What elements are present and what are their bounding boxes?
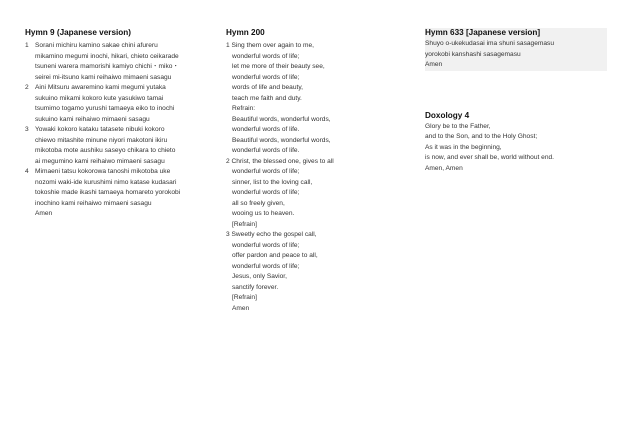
hymn-200-verse-3-first-line bbox=[226, 230, 406, 241]
verse-line: Sing them over again to me, bbox=[231, 42, 314, 49]
hymn-9-verse-1 bbox=[25, 41, 215, 83]
hymn-9-verse-4 bbox=[25, 167, 215, 209]
doxology-section bbox=[425, 111, 615, 175]
verse-line: wonderful words of life; bbox=[232, 262, 300, 270]
hymn-633-section bbox=[425, 28, 607, 71]
verse-line: sukuino kami reihaiwo mimaeni sasagu bbox=[35, 115, 150, 123]
verse-line: sukuino mikami kokoro kute yasukiwo tamai bbox=[35, 94, 164, 102]
hymn-633-title: Hymn 633 [Japanese version] bbox=[425, 28, 541, 37]
hymn-200-verse-1-first-line bbox=[226, 41, 406, 52]
verse-line: wonderful words of life; bbox=[232, 73, 300, 81]
refrain-marker: [Refrain] bbox=[232, 294, 257, 301]
doxology-line: and to the Son, and to the Holy Ghost; bbox=[425, 133, 538, 140]
hymn-9-verse-2 bbox=[25, 83, 215, 125]
doxology-line: Glory be to the Father, bbox=[425, 122, 491, 130]
verse-number: 2 bbox=[226, 157, 230, 165]
doxology-line: As it was in the beginning, bbox=[425, 143, 502, 151]
doxology-line: is now, and ever shall be, world without end. bbox=[425, 154, 555, 161]
verse-line: wonderful words of life; bbox=[232, 52, 300, 60]
verse-line: Jesus, only Savior, bbox=[232, 273, 287, 280]
verse-line: Yowaki kokoro kataku tatasete nibuki kokoro bbox=[35, 126, 165, 133]
hymn-200-title: Hymn 200 bbox=[226, 28, 265, 37]
verse-line: Shuyo o-ukekudasai ima shuni sasagemasu bbox=[425, 40, 555, 47]
refrain-line: Beautiful words, wonderful words, bbox=[232, 136, 331, 144]
verse-line: seirei mi-itsuno kami reihaiwo mimaeni sasagu bbox=[35, 73, 172, 81]
verse-line: mikamino megumi inochi, hikari, chieto ceikarade bbox=[35, 52, 179, 60]
verse-line: chiewo mitashite minune niyori makotoni ikiru bbox=[35, 136, 168, 144]
verse-line: let me more of their beauty see, bbox=[232, 63, 325, 70]
verse-line: yorokobi kanshashi sasagemasu bbox=[425, 50, 521, 58]
verse-number: 1 bbox=[25, 42, 29, 49]
hymn-9-section bbox=[25, 28, 215, 220]
hymn-633-amen: Amen bbox=[425, 61, 443, 68]
verse-line: tokoshie made ikashi tamaeya homareto yorokobi bbox=[35, 189, 181, 196]
verse-number: 3 bbox=[226, 231, 230, 238]
verse-line: nozomi waki-ide kurushimi nimo katase kudasari bbox=[35, 178, 177, 186]
right-column bbox=[425, 28, 615, 174]
verse-line: tsumimo togamo yurushi tamaeya eiko to inochi bbox=[35, 105, 175, 112]
verse-line: wonderful words of life; bbox=[232, 168, 300, 175]
verse-line: Aini Mitsuru awaremino kami megumi yutaka bbox=[35, 84, 166, 91]
hymn-9-verse-3 bbox=[25, 125, 215, 167]
verse-line: teach me faith and duty. bbox=[232, 94, 302, 102]
verse-line: mikotoba mote aushiku saseyo chikara to chieto bbox=[35, 147, 176, 154]
verse-line: Christ, the blessed one, gives to all bbox=[231, 157, 334, 165]
verse-line: Mimaeni tatsu kokorowa tanoshi mikotoba uke bbox=[35, 168, 171, 175]
verse-line: sinner, list to the loving call, bbox=[232, 178, 313, 186]
refrain-label: Refrain: bbox=[232, 105, 256, 112]
verse-number: 2 bbox=[25, 84, 29, 91]
verse-number: 1 bbox=[226, 42, 230, 49]
refrain-line: wonderful words of life. bbox=[232, 147, 300, 154]
verse-line: wonderful words of life; bbox=[232, 241, 300, 249]
verse-line: Sweetly echo the gospel call, bbox=[231, 231, 317, 238]
refrain-line: Beautiful words, wonderful words, bbox=[232, 115, 331, 123]
hymn-200-verse-2-first-line bbox=[226, 157, 406, 168]
verse-number: 3 bbox=[25, 126, 29, 133]
verse-line: Sorani michiru kamino sakae chini afureru bbox=[35, 42, 158, 49]
verse-line: wooing us to heaven. bbox=[232, 210, 295, 217]
hymn-200-amen: Amen bbox=[232, 304, 250, 312]
verse-line: wonderful words of life; bbox=[232, 189, 300, 196]
verse-line: ai megumino kami reihaiwo mimaeni sasagu bbox=[35, 157, 165, 165]
verse-number: 4 bbox=[25, 168, 29, 175]
hymn-9-amen: Amen bbox=[35, 210, 53, 217]
verse-line: sanctify forever. bbox=[232, 283, 279, 291]
hymn-9-title: Hymn 9 (Japanese version) bbox=[25, 28, 132, 37]
doxology-title: Doxology 4 bbox=[425, 110, 470, 120]
hymn-200-section bbox=[226, 28, 406, 314]
verse-line: inochino kami reihaiwo mimaeni sasagu bbox=[35, 199, 152, 207]
verse-line: offer pardon and peace to all, bbox=[232, 252, 318, 259]
refrain-marker: [Refrain] bbox=[232, 220, 257, 228]
verse-line: tsuneni warera mamorishi kamiyo chichi・miko・ bbox=[35, 63, 180, 70]
doxology-amen: Amen, Amen bbox=[425, 164, 463, 172]
verse-line: all so freely given, bbox=[232, 199, 285, 207]
refrain-line: wonderful words of life. bbox=[232, 126, 300, 133]
verse-line: words of life and beauty, bbox=[232, 84, 303, 91]
